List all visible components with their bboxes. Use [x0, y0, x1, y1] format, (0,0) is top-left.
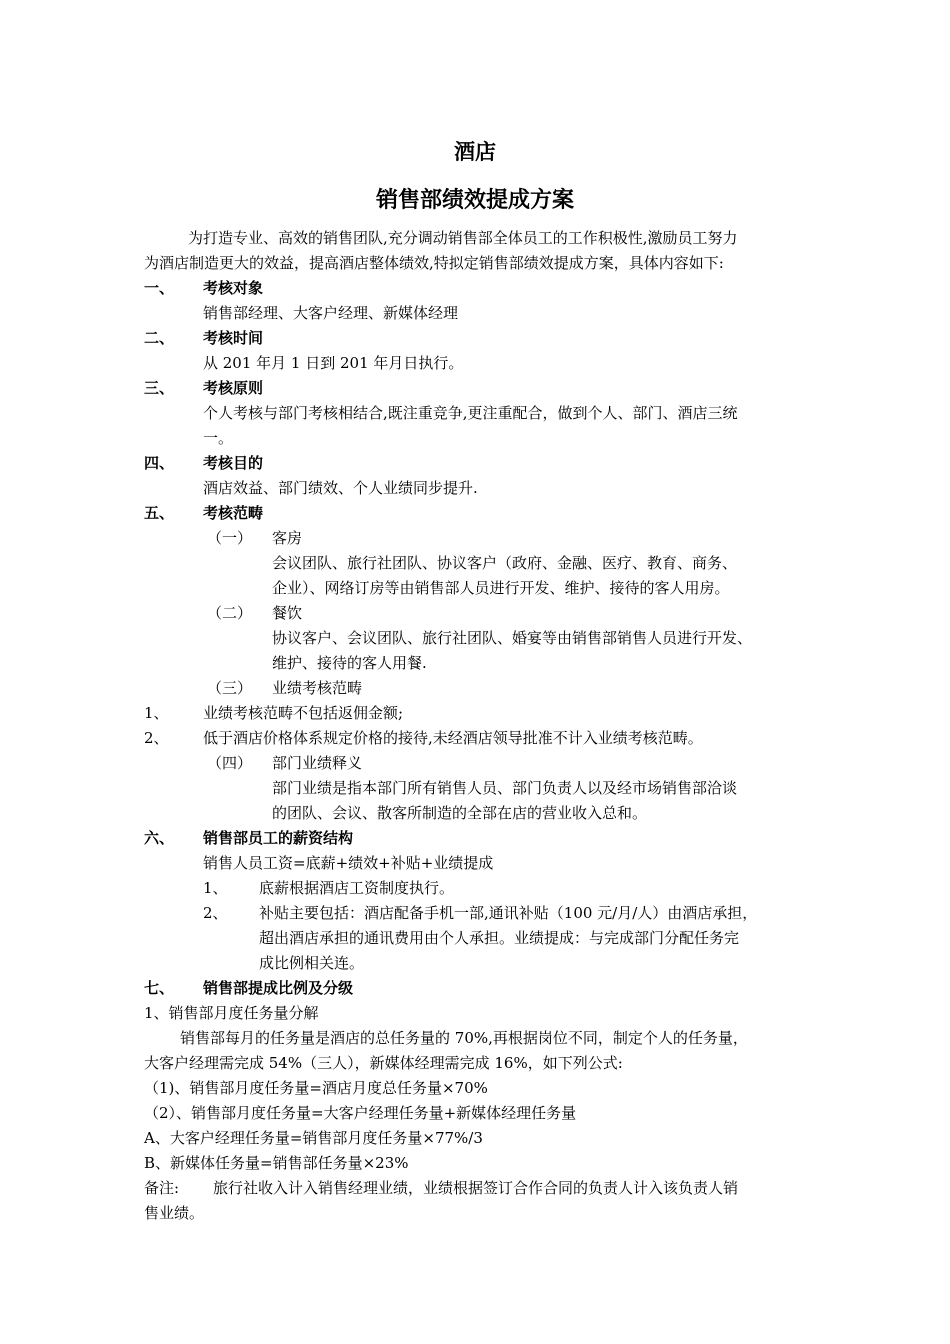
subsection-1-text-1: 会议团队、旅行社团队、协议客户（政府、金融、医疗、教育、商务、	[272, 554, 738, 572]
formula-a: A、大客户经理任务量=销售部月度任务量×77%/3	[144, 1129, 483, 1147]
formula-1: （1)、销售部月度任务量=酒店月度总任务量×70%	[144, 1079, 488, 1097]
formula-2: （2）、销售部月度任务量=大客户经理任务量+新媒体经理任务量	[144, 1104, 577, 1122]
section-6-heading: 销售部员工的薪资结构	[203, 829, 354, 847]
subsection-2-text-1: 协议客户、会议团队、旅行社团队、婚宴等由销售部销售人员进行开发、	[272, 629, 753, 647]
section-4-number: 四、	[144, 454, 175, 472]
subsection-2-label: 餐饮	[272, 604, 303, 622]
section-2-text: 从 201 年月 1 日到 201 年月日执行。	[203, 354, 464, 372]
section-4-text: 酒店效益、部门绩效、个人业绩同步提升.	[203, 479, 478, 497]
salary-item-2-text-3: 成比例相关连。	[259, 954, 365, 972]
section-7-para-1: 销售部每月的任务量是酒店的总任务量的 70%,再根据岗位不同，制定个人的任务量，	[180, 1029, 748, 1047]
subsection-4-text-2: 的团队、会议、散客所制造的全部在店的营业收入总和。	[272, 804, 648, 822]
scope-item-2-text: 低于酒店价格体系规定价格的接待,未经酒店领导批准不计入业绩考核范畴。	[203, 729, 703, 747]
section-2-heading: 考核时间	[203, 329, 264, 347]
section-6-number: 六、	[144, 829, 175, 847]
subsection-2-text-2: 维护、接待的客人用餐.	[272, 654, 427, 672]
section-7-heading: 销售部提成比例及分级	[203, 979, 354, 997]
scope-item-2-number: 2、	[144, 729, 169, 747]
subsection-1-label: 客房	[272, 529, 303, 547]
section-1-number: 一、	[144, 279, 175, 297]
intro-line-2: 为酒店制造更大的效益，提高酒店整体绩效,特拟定销售部绩效提成方案，具体内容如下:	[144, 254, 724, 272]
scope-item-1-text: 业绩考核范畴不包括返佣金额;	[203, 704, 404, 722]
salary-item-2-number: 2、	[203, 904, 228, 922]
salary-formula: 销售人员工资=底薪+绩效+补贴+业绩提成	[203, 854, 494, 872]
section-3-text-1: 个人考核与部门考核相结合,既注重竞争,更注重配合，做到个人、部门、酒店三统	[203, 404, 738, 422]
scope-item-1-number: 1、	[144, 704, 169, 722]
subsection-3-label: 业绩考核范畴	[272, 679, 363, 697]
doc-title: 酒店	[454, 140, 496, 164]
subsection-1-number: （一）	[207, 529, 253, 547]
section-1-heading: 考核对象	[203, 279, 264, 297]
salary-item-2-text-1: 补贴主要包括：酒店配备手机一部,通讯补贴（100 元/月/人）由酒店承担，	[259, 904, 758, 922]
formula-b: B、新媒体任务量=销售部任务量×23%	[144, 1154, 409, 1172]
section-7-subheading: 1、销售部月度任务量分解	[144, 1004, 319, 1022]
subsection-2-number: （二）	[207, 604, 253, 622]
subsection-4-label: 部门业绩释义	[272, 754, 363, 772]
intro-line-1: 为打造专业、高效的销售团队,充分调动销售部全体员工的工作积极性,激励员工努力	[188, 229, 738, 247]
salary-item-1-text: 底薪根据酒店工资制度执行。	[259, 879, 455, 897]
subsection-4-number: （四）	[207, 754, 253, 772]
note-label: 备注:	[144, 1179, 180, 1197]
section-5-number: 五、	[144, 504, 175, 522]
salary-item-2-text-2: 超出酒店承担的通讯费用由个人承担。业绩提成：与完成部门分配任务完	[259, 929, 740, 947]
note-text-2: 售业绩。	[144, 1204, 205, 1222]
subsection-3-number: （三）	[207, 679, 253, 697]
note-text-1: 旅行社收入计入销售经理业绩，业绩根据签订合作合同的负责人计入该负责人销	[213, 1179, 739, 1197]
section-1-text: 销售部经理、大客户经理、新媒体经理	[203, 304, 459, 322]
section-4-heading: 考核目的	[203, 454, 264, 472]
section-3-text-2: 一。	[203, 429, 234, 447]
section-7-para-2: 大客户经理需完成 54%（三人），新媒体经理需完成 16%，如下列公式:	[144, 1054, 623, 1072]
section-2-number: 二、	[144, 329, 175, 347]
salary-item-1-number: 1、	[203, 879, 228, 897]
section-3-number: 三、	[144, 379, 175, 397]
subsection-1-text-2: 企业）、网络订房等由销售部人员进行开发、维护、接待的客人用房。	[272, 579, 730, 597]
section-3-heading: 考核原则	[203, 379, 264, 397]
doc-subtitle: 销售部绩效提成方案	[375, 188, 574, 213]
section-5-heading: 考核范畴	[203, 504, 264, 522]
section-7-number: 七、	[144, 979, 175, 997]
subsection-4-text-1: 部门业绩是指本部门所有销售人员、部门负责人以及经市场销售部洽谈	[272, 779, 738, 797]
